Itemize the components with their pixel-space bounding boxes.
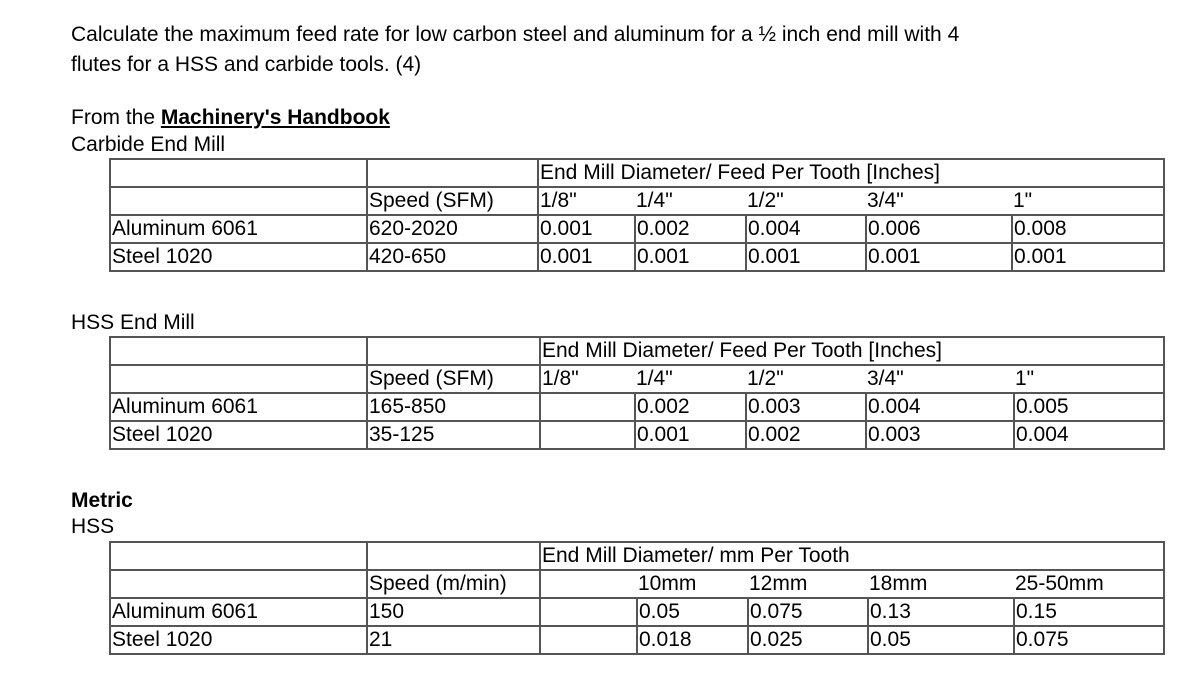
metric-table xyxy=(109,541,1165,655)
handbook-title: Machinery's Handbook xyxy=(160,106,390,129)
diameter-header: 3/4" xyxy=(866,365,1014,393)
table-row xyxy=(110,570,1164,598)
header-cell xyxy=(110,159,367,187)
speed-cell: 165-850 xyxy=(367,393,540,421)
feed-cell xyxy=(540,626,637,654)
feed-cell: 0.004 xyxy=(866,393,1014,421)
feed-cell: 0.004 xyxy=(746,215,866,243)
speed-cell: 150 xyxy=(367,598,540,626)
question-line-2: flutes for a HSS and carbide tools. (4) xyxy=(71,53,422,76)
header-cell xyxy=(367,159,538,187)
header-cell xyxy=(1014,542,1164,570)
feed-cell: 0.001 xyxy=(866,243,1012,271)
table-row xyxy=(110,393,1164,421)
feed-cell: 0.001 xyxy=(538,215,635,243)
table-row xyxy=(110,243,1164,271)
diameter-header: 1/2" xyxy=(746,187,866,215)
header-cell xyxy=(367,542,540,570)
speed-header: Speed (SFM) xyxy=(367,187,538,215)
table-row xyxy=(110,187,1164,215)
speed-header: Speed (m/min) xyxy=(367,570,540,598)
feed-cell: 0.003 xyxy=(866,421,1014,449)
diameter-header: 18mm xyxy=(868,570,1014,598)
material-cell: Aluminum 6061 xyxy=(110,393,367,421)
feed-cell: 0.004 xyxy=(1014,421,1164,449)
header-cell xyxy=(110,187,367,215)
table-row xyxy=(110,159,1164,187)
feed-cell: 0.005 xyxy=(1014,393,1164,421)
speed-cell: 620-2020 xyxy=(367,215,538,243)
feed-cell: 0.05 xyxy=(868,626,1014,654)
feed-cell: 0.05 xyxy=(637,598,748,626)
speed-cell: 420-650 xyxy=(367,243,538,271)
header-cell xyxy=(1014,337,1164,365)
group-header: End Mill Diameter/ mm Per Tooth xyxy=(540,542,1014,570)
feed-cell: 0.002 xyxy=(635,393,746,421)
group-header: End Mill Diameter/ Feed Per Tooth [Inches] xyxy=(540,337,1014,365)
diameter-header: 1/2" xyxy=(746,365,866,393)
diameter-header: 10mm xyxy=(637,570,748,598)
header-cell xyxy=(110,542,367,570)
table-row xyxy=(110,365,1164,393)
material-cell: Steel 1020 xyxy=(110,626,367,654)
feed-cell xyxy=(540,598,637,626)
feed-cell: 0.002 xyxy=(746,421,866,449)
material-cell: Steel 1020 xyxy=(110,421,367,449)
metric-heading: Metric xyxy=(71,489,133,512)
feed-cell xyxy=(540,393,635,421)
table-row xyxy=(110,215,1164,243)
feed-cell: 0.003 xyxy=(746,393,866,421)
carbide-title: Carbide End Mill xyxy=(71,133,226,156)
table-row xyxy=(110,337,1164,365)
feed-cell: 0.008 xyxy=(1012,215,1164,243)
header-cell xyxy=(1012,159,1164,187)
hss-table xyxy=(109,336,1165,450)
diameter-header: 1" xyxy=(1014,365,1164,393)
feed-cell: 0.001 xyxy=(746,243,866,271)
diameter-header: 1" xyxy=(1012,187,1164,215)
hss-title: HSS End Mill xyxy=(71,311,195,334)
diameter-header: 1/4" xyxy=(635,187,746,215)
diameter-header: 1/8" xyxy=(538,187,635,215)
feed-cell: 0.018 xyxy=(637,626,748,654)
source-prefix: From the xyxy=(71,106,161,129)
diameter-header: 12mm xyxy=(748,570,868,598)
feed-cell: 0.002 xyxy=(635,215,746,243)
group-header: End Mill Diameter/ Feed Per Tooth [Inches] xyxy=(538,159,1012,187)
header-cell xyxy=(110,365,367,393)
feed-cell: 0.075 xyxy=(1014,626,1164,654)
table-row xyxy=(110,626,1164,654)
feed-cell: 0.025 xyxy=(748,626,868,654)
feed-cell: 0.075 xyxy=(748,598,868,626)
feed-cell: 0.001 xyxy=(1012,243,1164,271)
speed-cell: 21 xyxy=(367,626,540,654)
header-cell xyxy=(367,337,540,365)
header-cell xyxy=(110,570,367,598)
source-line xyxy=(71,106,390,130)
question-line-1: Calculate the maximum feed rate for low carbon steel and aluminum for a ½ inch end mill with 4 xyxy=(71,23,960,46)
feed-cell: 0.001 xyxy=(635,243,746,271)
metric-hss-title: HSS xyxy=(71,515,115,538)
diameter-header: 25-50mm xyxy=(1014,570,1164,598)
feed-cell: 0.006 xyxy=(866,215,1012,243)
diameter-header: 1/4" xyxy=(635,365,746,393)
feed-cell xyxy=(540,421,635,449)
feed-cell: 0.13 xyxy=(868,598,1014,626)
diameter-header: 1/8" xyxy=(540,365,635,393)
diameter-header: 3/4" xyxy=(866,187,1012,215)
speed-header: Speed (SFM) xyxy=(367,365,540,393)
feed-cell: 0.001 xyxy=(635,421,746,449)
feed-cell: 0.15 xyxy=(1014,598,1164,626)
material-cell: Aluminum 6061 xyxy=(110,215,367,243)
diameter-header xyxy=(540,570,637,598)
carbide-table xyxy=(109,158,1165,272)
feed-cell: 0.001 xyxy=(538,243,635,271)
table-row xyxy=(110,598,1164,626)
header-cell xyxy=(110,337,367,365)
speed-cell: 35-125 xyxy=(367,421,540,449)
table-row xyxy=(110,421,1164,449)
material-cell: Steel 1020 xyxy=(110,243,367,271)
table-row xyxy=(110,542,1164,570)
material-cell: Aluminum 6061 xyxy=(110,598,367,626)
